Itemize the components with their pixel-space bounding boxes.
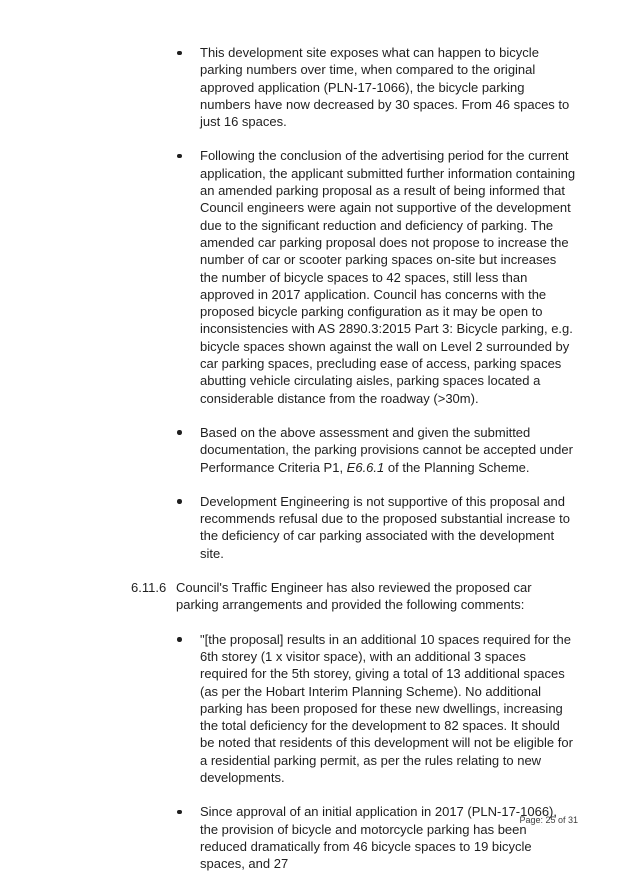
bullet-text: Following the conclusion of the advertising period for the current application, the applicant submitted further information containing an amended parking proposal as a result of being informed that Council engineers were again not supportive of the development due to the significant reduction and deficiency of parking. The amended car parking proposal does not propose to increase the number of car or scooter parking spaces on-site but increases the number of bicycle spaces to 42 spaces, still less than approved in 2017 application. Council has concerns with the proposed bicycle parking configuration as it may be open to inconsistencies with AS 2890.3:2015 Part 3: Bicycle parking, e.g. bicycle spaces shown against the wall on Level 2 surrounded by car parking spaces, precluding ease of access, parking spaces abutting vehicle circulating aisles, parking spaces located a considerable distance from the roadway (>30m). [200,148,576,406]
bullet-item [200,44,577,130]
page-number: Page: 25 of 31 [519,815,578,825]
bullet-text: This development site exposes what can happen to bicycle parking numbers over time, when compared to the original approved application (PLN-17-1066), the bicycle parking numbers have now decreased by 30 spaces. From 46 spaces to just 16 spaces. [200,45,570,130]
bullet-text: Development Engineering is not supportive of this proposal and recommends refusal due to the proposed substantial increase to the deficiency of car parking associated with the development site. [200,493,570,561]
bullet-icon [177,51,182,56]
bullet-icon [177,499,182,504]
bullet-text: Since approval of an initial application in 2017 (PLN-17-1066), the provision of bicycle and motorcycle parking has been reduced dramatically from 46 bicycle spaces to 19 bicycle spaces, and 27 [200,804,557,872]
bullet-icon [177,637,182,642]
document-content [0,44,622,889]
section-sub-bullets [0,631,622,873]
bullet-item [200,631,577,787]
bullet-item [200,803,577,872]
bullet-icon [177,810,182,815]
planning-scheme-clause-reference: E6.6.1 [346,459,385,475]
bullet-icon [177,430,182,435]
bullet-text-segment: of the Planning Scheme. [384,459,530,475]
bullet-text: "[the proposal] results in an additional 10 spaces required for the 6th storey (1 x visitor space), with an additional 3 spaces required for the 5th storey, giving a total of 13 additional spaces (as per the Hobart Interim Planning Scheme). No additional parking has been proposed for these new dwellings, increasing the total deficiency for the development to 82 spaces. It should be noted that residents of this development will not be eligible for a residential parking permit, as per the rules relating to new developments. [200,631,573,785]
section-6-11-6 [131,579,622,614]
bullet-item [200,424,577,476]
bullet-item [200,493,577,562]
bullet-item [200,147,577,406]
bullet-text [200,424,577,476]
bullet-icon [177,154,182,159]
bullet-text-segment: Based on the above assessment and given the submitted documentation, the parking provisions cannot be accepted under Performance Criteria P1, [200,424,573,475]
section-paragraph: Council's Traffic Engineer has also reviewed the proposed car parking arrangements and provided the following comments: [176,580,532,613]
section-number: 6.11.6 [131,580,167,596]
